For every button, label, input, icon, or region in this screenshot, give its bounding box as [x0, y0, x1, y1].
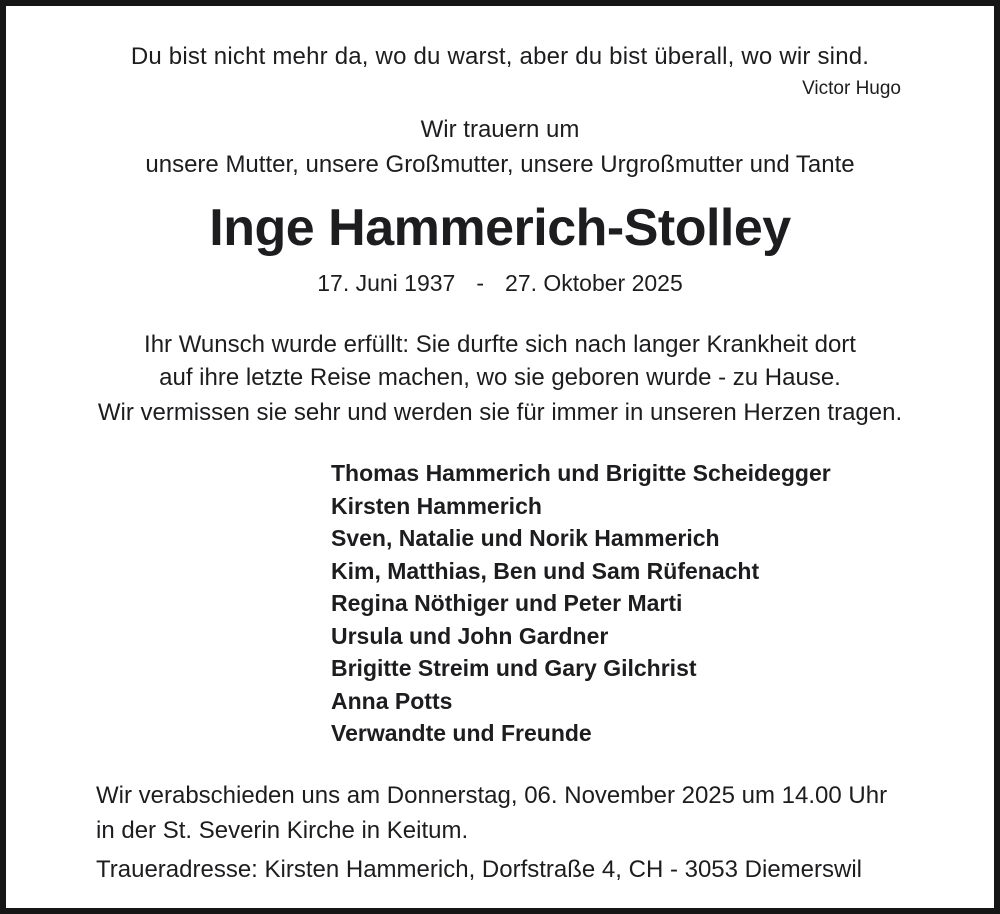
mourning-intro-line: Wir trauern um: [420, 116, 580, 143]
mourners-list: [331, 457, 994, 750]
farewell-paragraph: [96, 778, 924, 848]
wish-line-1: Ihr Wunsch wurde erfüllt: Sie durfte sich nach langer Krankheit dort: [144, 331, 856, 358]
mourning-address: Traueradresse: Kirsten Hammerich, Dorfstraße 4, CH - 3053 Diemerswil: [96, 855, 862, 883]
mourner-name: Kim, Matthias, Ben und Sam Rüfenacht: [331, 557, 760, 584]
quote-text: Du bist nicht mehr da, wo du warst, aber du bist überall, wo wir sind.: [130, 43, 870, 70]
wish-line-2: auf ihre letzte Reise machen, wo sie geboren wurde - zu Hause.: [159, 364, 841, 391]
deceased-name: Inge Hammerich-Stolley: [209, 199, 791, 257]
mourner-name: Sven, Natalie und Norik Hammerich: [331, 525, 720, 551]
mourner-name: Thomas Hammerich und Brigitte Scheidegger: [331, 460, 831, 486]
birth-date: 17. Juni 1937: [317, 270, 456, 296]
date-separator: -: [476, 270, 485, 296]
death-date: 27. Oktober 2025: [505, 270, 683, 296]
mourner-name: Regina Nöthiger und Peter Marti: [331, 590, 683, 616]
mourner-name: Brigitte Streim und Gary Gilchrist: [331, 655, 697, 681]
relationship-line: unsere Mutter, unsere Großmutter, unsere Urgroßmutter und Tante: [145, 151, 855, 178]
quote-attribution: Victor Hugo: [802, 78, 901, 99]
life-dates: [6, 269, 994, 298]
obituary-content: [6, 6, 994, 908]
mourner-name: Verwandte und Freunde: [331, 720, 592, 746]
wish-paragraph: [6, 328, 994, 394]
mourner-name: Anna Potts: [331, 687, 453, 714]
remembrance-line: Wir vermissen sie sehr und werden sie für immer in unseren Herzen tragen.: [97, 399, 903, 426]
farewell-line-1: Wir verabschieden uns am Donnerstag, 06. November 2025 um 14.00 Uhr: [96, 781, 888, 809]
mourner-name: Kirsten Hammerich: [331, 492, 542, 519]
farewell-line-2: in der St. Severin Kirche in Keitum.: [96, 816, 469, 844]
mourner-name: Ursula und John Gardner: [331, 622, 609, 649]
